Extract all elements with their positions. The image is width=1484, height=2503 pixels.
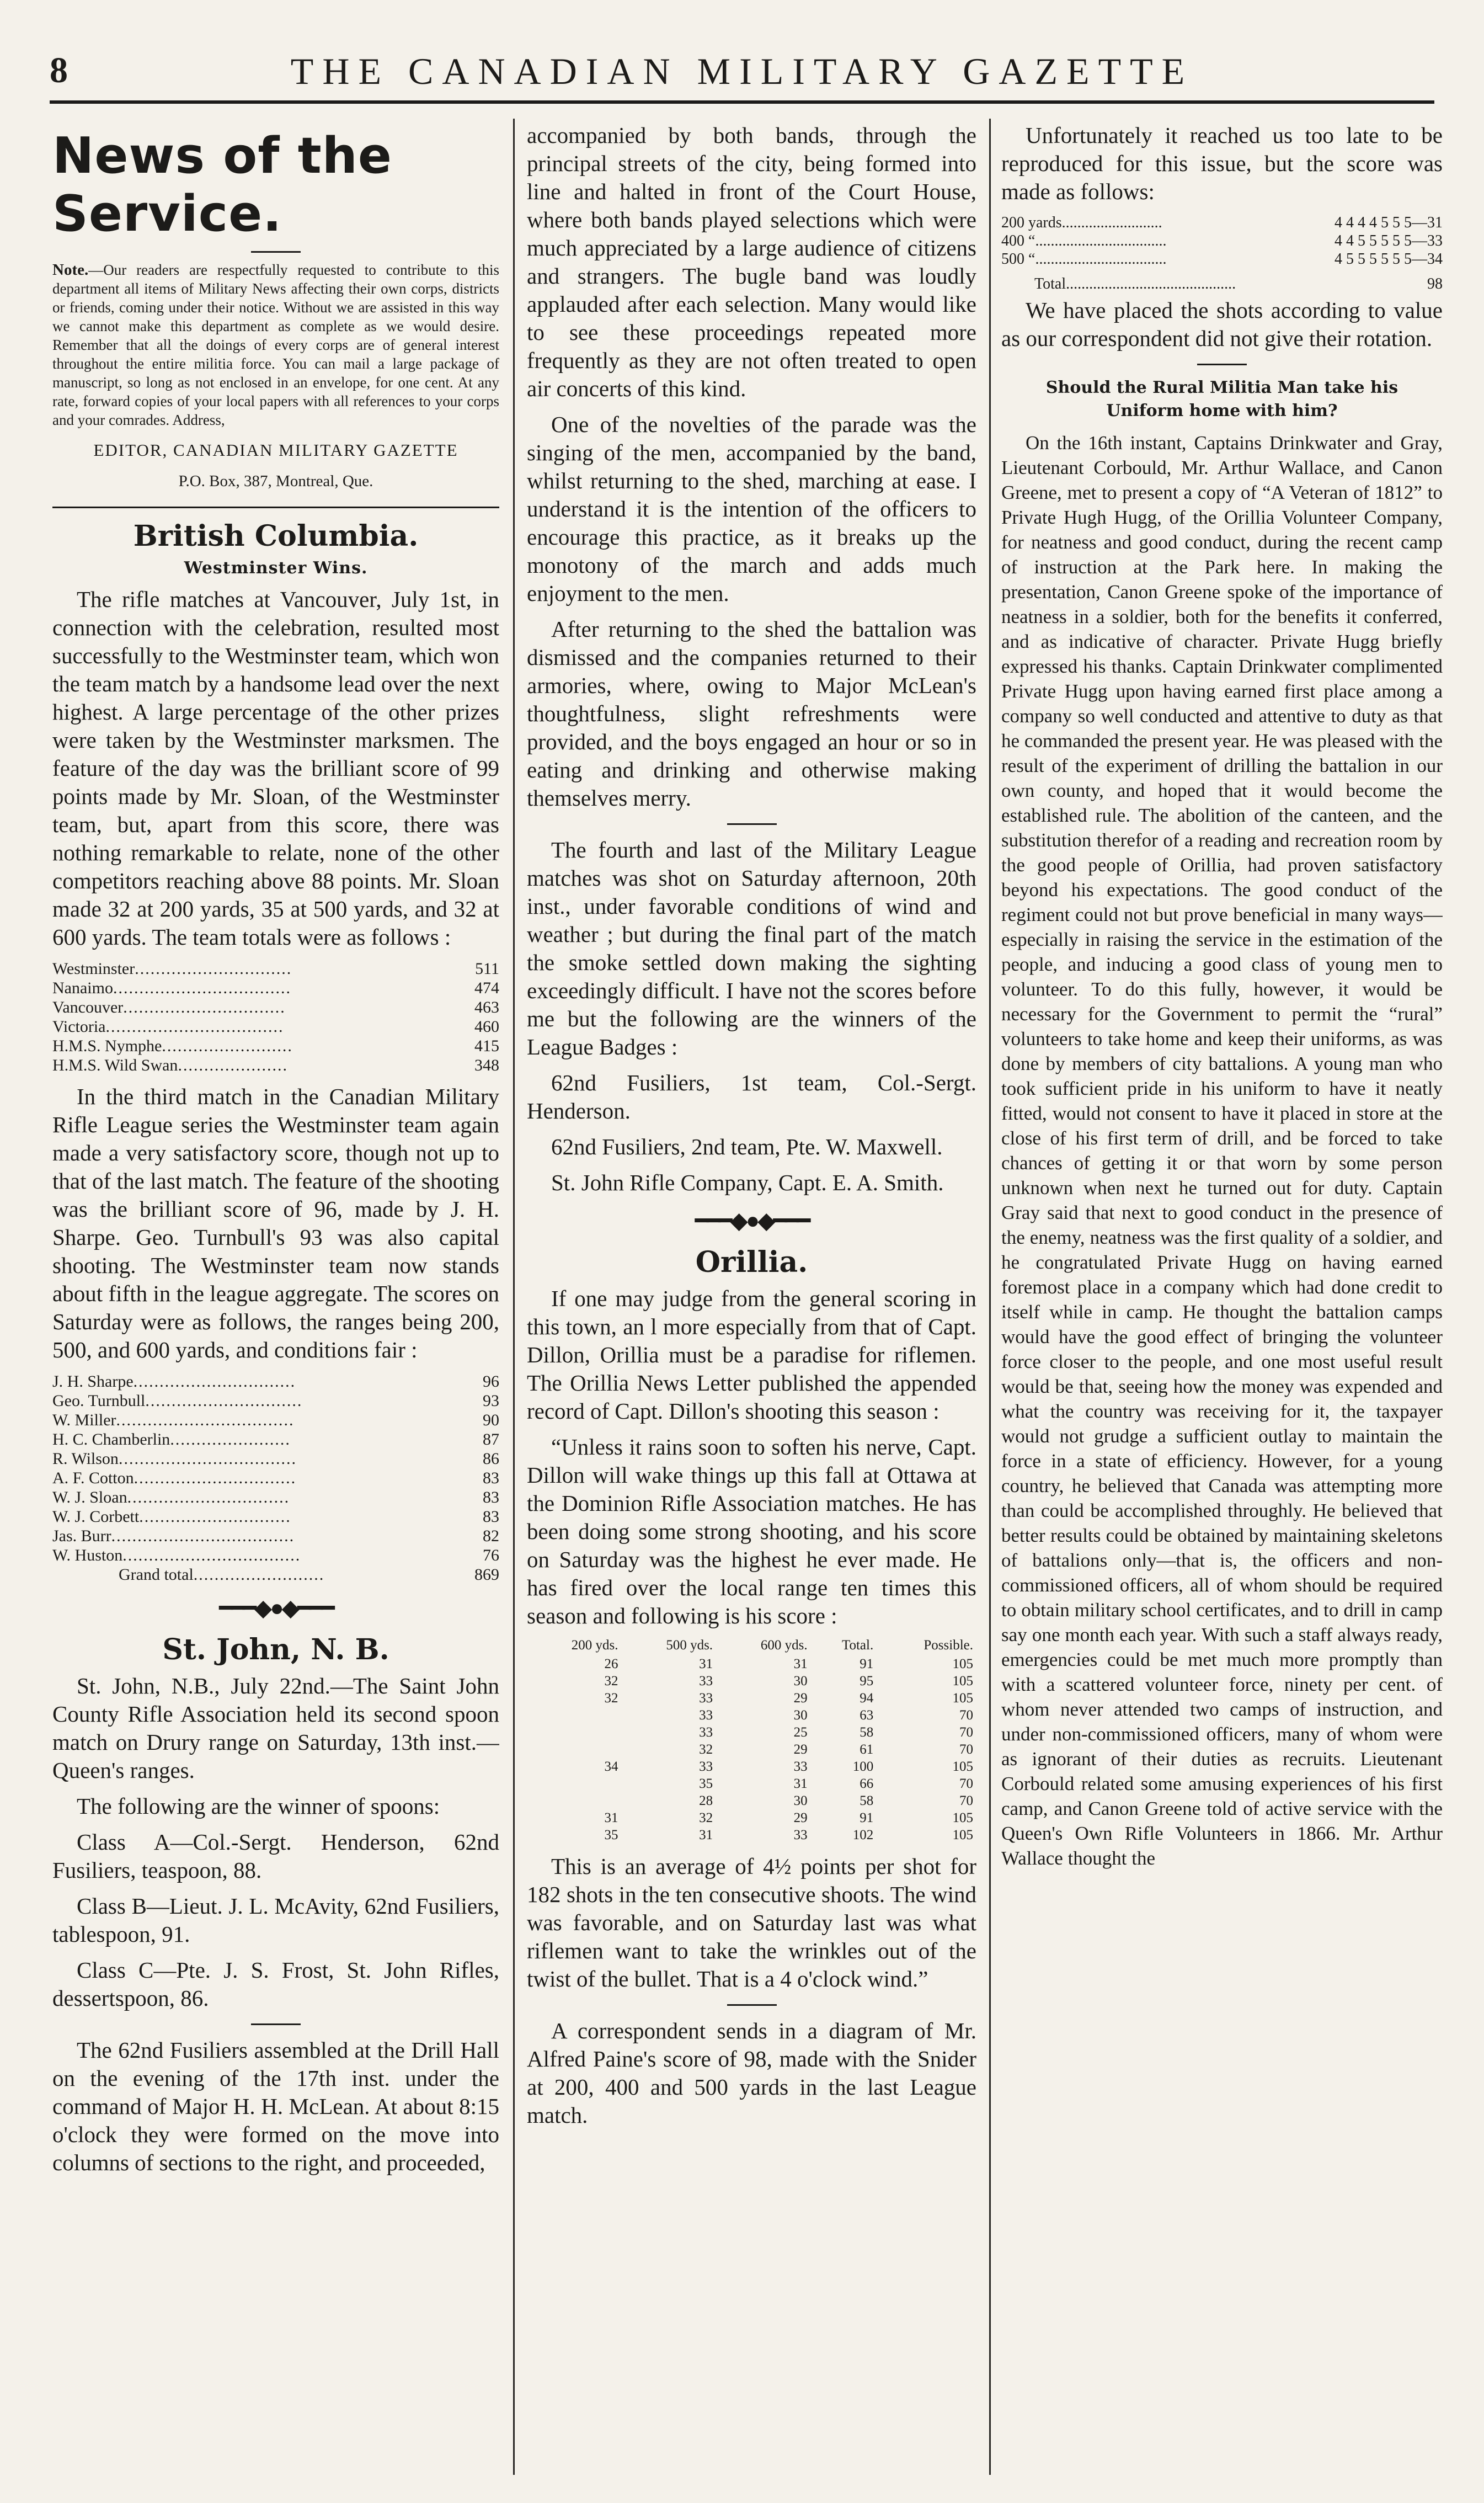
table-row: 500 “.................................. 4 5 5 5 5 5 5—34 [1001,251,1443,268]
masthead: THE CANADIAN MILITARY GAZETTE [290,50,1194,92]
paragraph: Class C—Pte. J. S. Frost, St. John Rifles, dessertspoon, 86. [52,1957,499,2011]
table-row: 32 33 29 94 105 [604,1691,973,1706]
paragraph: One of the novelties of the parade was the singing of the men, accompanied by the band, whilst returning to the shed, marching at ease. I understand it is the intention of the officers to encourage this practice, as it breaks up the monotony of the march and adds much enjoyment to the men. [527,412,976,606]
table-row: Geo. Turnbull.............................. 93 [52,1392,499,1410]
table-row: 28 30 58 70 [699,1793,973,1808]
paragraph: accompanied by both bands, through the principal streets of the city, being formed into line and halted in front of the Court House, where both bands played selections which were much appreciated by a large audience of citizens and strangers. The bugle band was loudly applauded after each selection. Many would like to see these proceedings repeated more frequently as they are not often treated to open air concerts of this kind. [527,123,976,401]
paragraph: The following are the winner of spoons: [77,1793,440,1819]
editor-address: EDITOR, CANADIAN MILITARY GAZETTE [93,440,458,460]
table-row: A. F. Cotton............................... 83 [52,1469,499,1487]
table-row: H.M.S. Wild Swan..................... 348 [52,1056,499,1074]
sj-heading: St. John, N. B. [162,1633,389,1666]
paragraph: St. John, N.B., July 22nd.—The Saint John County Rifle Association held its second spoon match on Drury range on Saturday, 13th inst.—Queen's ranges. [52,1673,499,1783]
table-row: Nanaimo.................................. 474 [52,979,499,997]
paragraph: The 62nd Fusiliers assembled at the Drill Hall on the evening of the 17th inst. under the command of Major H. H. McLean. At about 8:15 o'clock they were formed on the move into columns of sections to the right, and proceeded, [52,2037,499,2175]
paragraph: 62nd Fusiliers, 2nd team, Pte. W. Maxwell. [551,1134,943,1159]
column-2 [527,121,976,2467]
paragraph: After returning to the shed the battalion was dismissed and the companies returned to their armories, where, owing to Major McLean's thoughtfulness, slight refreshments were provided, and the boys engaged an hour or so in eating and drinking and otherwise making themselves merry. [527,616,976,811]
table-row: 34 33 33 100 105 [604,1759,973,1774]
po-box: P.O. Box, 387, Montreal, Que. [178,472,373,490]
article-heading: Should the Rural Militia Man take his Uniform home with him? [1045,378,1398,420]
paragraph: Class A—Col.-Sergt. Henderson, 62nd Fusiliers, teaspoon, 88. [52,1829,499,1883]
paragraph: This is an average of 4½ points per shot for 182 shots in the ten consecutive shoots. The wind was favorable, and on Saturday last was what riflemen want to take the wrinkles out of the twist of the bullet. That is a 4 o'clock wind.” [527,1854,976,1991]
paine-score-table [1001,214,1443,293]
table-row: W. J. Sloan............................... 83 [52,1488,499,1506]
table-row: W. Huston.................................. 76 [52,1546,499,1564]
table-header-row: 200 yds. 500 yds. 600 yds. Total. Possible. [571,1638,973,1653]
dillon-score-table [527,1638,976,1844]
table-row: 400 “.................................. 4 4 5 5 5 5 5—33 [1001,232,1443,249]
table-row: Victoria.................................. 460 [52,1018,499,1036]
paragraph: We have placed the shots according to value as our correspondent did not give their rotation. [1001,297,1443,351]
table-row: 35 31 33 102 105 [604,1828,973,1842]
team-totals-table [52,959,499,1075]
section-title: News of the Service. [52,127,392,243]
paragraph: A correspondent sends in a diagram of Mr. Alfred Paine's score of 98, made with the Snider at 200, 400 and 500 yards in the last League match. [527,2018,976,2128]
table-row: 26 31 31 91 105 [604,1657,973,1671]
table-row: 33 25 58 70 [699,1725,973,1740]
table-row: W. J. Corbett............................. 83 [52,1508,499,1526]
column-divider [989,119,991,2475]
paragraph: 62nd Fusiliers, 1st team, Col.-Sergt. Henderson. [527,1070,976,1123]
header-rule [50,100,1434,104]
short-rule [727,2004,777,2006]
paragraph: St. John Rifle Company, Capt. E. A. Smith. [551,1170,944,1195]
bc-subheading: Westminster Wins. [184,558,368,578]
ornament-divider: ━━━◆●◆━━━ [219,1596,333,1621]
table-row: 32 29 61 70 [699,1742,973,1757]
short-rule [1197,364,1247,365]
table-row: H.M.S. Nymphe......................... 415 [52,1037,499,1055]
total-row: Total............................................ 98 [1034,275,1443,292]
paragraph: “Unless it rains soon to soften his nerve, Capt. Dillon will wake things up this fall at Ottawa at the Dominion Rifle Association matches. He has been doing some strong shooting, and his score on Saturday was the highest he ever made. He has fired over the local range ten times this season and following is his score : [527,1434,976,1628]
table-row: Jas. Burr................................... 82 [52,1527,499,1545]
page-header [50,50,1434,99]
paragraph: The fourth and last of the Military League matches was shot on Saturday afternoon, 20th inst., under favorable conditions of wind and weather ; but during the final part of the match the smoke settled down making the sighting exceedingly difficult. I have not the scores before me but the following are the winners of the League Badges : [527,837,976,1059]
table-row: 33 30 63 70 [699,1708,973,1723]
page-number: 8 [50,50,68,90]
table-row: W. Miller.................................. 90 [52,1411,499,1429]
ornament-divider: ━━━◆●◆━━━ [695,1208,809,1234]
short-rule [727,823,777,825]
table-row: J. H. Sharpe............................... 96 [52,1372,499,1391]
orillia-heading: Orillia. [695,1245,808,1279]
table-row: 35 31 66 70 [699,1776,973,1791]
table-row: Vancouver............................... 463 [52,998,499,1016]
paragraph: Class B—Lieut. J. L. McAvity, 62nd Fusiliers, tablespoon, 91. [52,1893,499,1947]
table-row: 200 yards.......................... 4 4 4 4 5 5 5—31 [1001,214,1443,231]
table-row: 31 32 29 91 105 [604,1810,973,1825]
table-row: R. Wilson.................................. 86 [52,1450,499,1468]
grand-total-row: Grand total......................... 869 [119,1565,499,1584]
paragraph: Unfortunately it reached us too late to be reproduced for this issue, but the score was made as follows: [1001,123,1443,204]
editor-note: Note.—Our readers are respectfully requested to contribute to this department all items of Military News affecting their own corps, districts or friends, coming under their notice. Without we are assisted in this way we cannot make this department as complete as we would desire. Remember that all the doings of every corps are of general interest throughout the entire militia force. You can mail a large package of manuscript, so long as not enclosed in an envelope, for one cent. At any rate, forward copies of your local papers with all references to your corps and your comrades. Address, [52,261,499,428]
column-1 [52,121,499,2467]
bc-heading: British Columbia. [133,519,419,553]
table-row: Westminster.............................. 511 [52,960,499,978]
table-row: 32 33 30 95 105 [604,1674,973,1689]
individual-scores-table [52,1372,499,1584]
paragraph: In the third match in the Canadian Military Rifle League series the Westminster team again made a very satisfactory score, though not up to that of the last match. The feature of the shooting was the brilliant score of 96, made by J. H. Sharpe. Geo. Turnbull's 93 was also capital shooting. The Westminster team now stands about fifth in the league aggregate. The scores on Saturday were as follows, the ranges being 200, 500, and 600 yards, and conditions fair : [52,1084,499,1362]
column-3 [1001,121,1443,2467]
table-row: H. C. Chamberlin....................... 87 [52,1430,499,1448]
section-rule [52,507,499,508]
paragraph: If one may judge from the general scoring in this town, an l more especially from that of Capt. Dillon, Orillia must be a paradise for riflemen. The Orillia News Letter published the appended record of Capt. Dillon's shooting this season : [527,1286,976,1424]
title-rule [251,251,301,253]
column-divider [513,119,515,2475]
paragraph: The rifle matches at Vancouver, July 1st, in connection with the celebration, resulted most successfully to the Westminster team, which won the team match by a handsome lead over the next highest. A large percentage of the other prizes were taken by the Westminster marksmen. The feature of the day was the brilliant score of 99 points made by Mr. Sloan, of the Westminster team, but, apart from this score, there was nothing remarkable to relate, none of the other competitors reaching above 88 points. Mr. Sloan made 32 at 200 yards, 35 at 500 yards, and 32 at 600 yards. The team totals were as follows : [52,587,499,950]
short-rule [251,2023,301,2025]
paragraph: On the 16th instant, Captains Drinkwater and Gray, Lieutenant Corbould, Mr. Arthur Wallace, and Canon Greene, met to present a copy of “A Veteran of 1812” to Private Hugh Hugg, of the Orillia Volunteer Company, for neatness and good conduct, during the recent camp of instruction at the Park here. In making the presentation, Canon Greene spoke of the importance of neatness in a soldier, both for the benefits it conferred, and as indicative of character. Private Hugg briefly expressed his thanks. Captain Drinkwater complimented Private Hugg upon having earned first place among a company so well conducted and attentive to duty as that he commanded the present year. He was pleased with the result of the experiment of drilling the battalion in our own county, and hoped that it would become the established rule. The abolition of the canteen, and the substitution therefor of a reading and recreation room by the good people of Orillia, had proven satisfactory beyond his expectations. The good conduct of the regiment could not but prove beneficial in many ways—especially in raising the service in the estimation of the people, and inducing a good class of young men to volunteer. To do this fully, however, it would be necessary for the Government to permit the “rural” volunteers to take home and keep their uniforms, as was done by members of city battalions. A young man who took sufficient pride in his uniform to have it neatly fitted, would not consent to have it placed in store at the close of his first term of drill, and be forced to take chances of getting it or that worn by some person unknown when next he turned out for duty. Captain Gray said that next to good conduct in the presence of the enemy, neatness was the first quality of a soldier, and he congratulated Private Hugg on having earned foremost place in a company which had done credit to itself while in camp. He thought the battalion camps would have the good effect of bringing the volunteer force closer to the people, and one most useful result would be that, seeing how the money was expended and what the country was receiving for it, the taxpayer would not grudge a sufficient outlay to maintain the force in a state of efficiency. However, for a young country, he believed that Canada was attempting more than could be accomplished throughly. He believed that better results could be obtained by maintaining skeletons of battalions only—that is, the officers and non-commissioned officers, all of whom should be required to obtain military school certificates, and to drill in camp say one month each year. With such a staff always ready, emergencies could be met much more promptly than with a scattered volunteer force, ninety per cent. of whom never attended two camps of instruction, and under non-commissioned officers, many of whom were as ignorant of their duties as recruits. Lieutenant Corbould related some amusing experiences of his first camp, and Canon Greene told of active service with the Queen's Own Rifle Volunteers in 1866. Mr. Arthur Wallace thought the [1001,432,1443,1869]
